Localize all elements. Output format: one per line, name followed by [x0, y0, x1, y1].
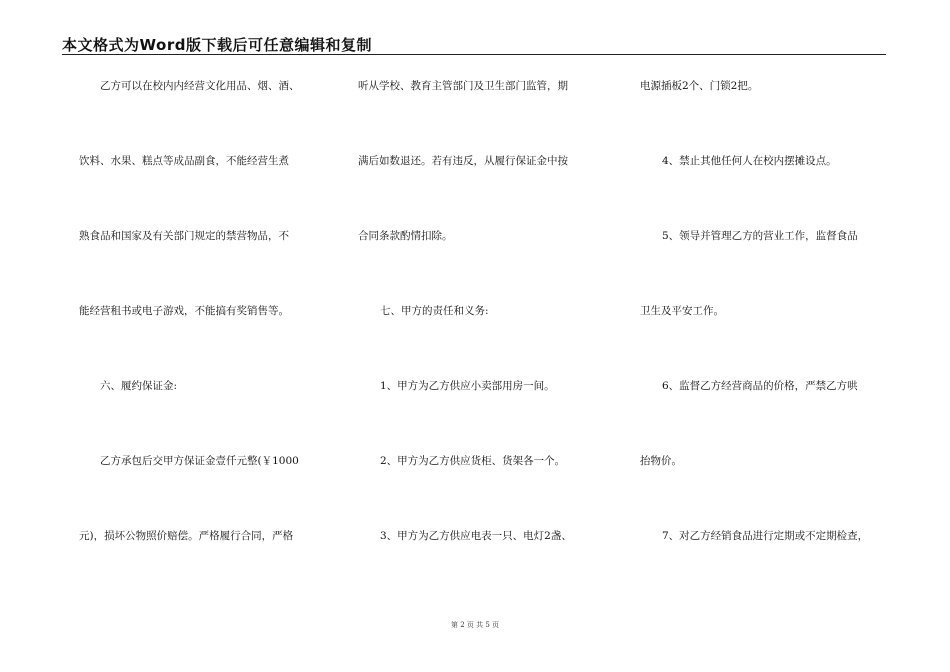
col1-line-5: 六、履约保证金:	[100, 380, 178, 392]
col2-line-5: 1、甲方为乙方供应小卖部用房一间。	[380, 380, 555, 392]
col1-line-3: 熟食品和国家及有关部门规定的禁营物品，不	[79, 230, 289, 242]
page-header-title: 本文格式为Word版下载后可任意编辑和复制	[62, 36, 372, 54]
col2-line-3: 合同条款酌情扣除。	[358, 230, 453, 242]
page-number: 第 2 页 共 5 页	[450, 621, 500, 629]
col2-line-6: 2、甲方为乙方供应货柜、货架各一个。	[380, 455, 566, 467]
col3-line-3: 5、领导并管理乙方的营业工作，监督食品	[662, 230, 858, 242]
col1-line-6: 乙方承包后交甲方保证金壹仟元整(￥1000	[100, 455, 299, 467]
col2-line-1: 听从学校、教育主管部门及卫生部门监管，期	[358, 80, 568, 92]
col1-line-1: 乙方可以在校内内经营文化用品、烟、酒、	[100, 80, 300, 92]
col3-line-6: 抬物价。	[640, 455, 682, 467]
col1-line-7: 元)，损坏公物照价赔偿。严格履行合同，严格	[79, 530, 294, 542]
col3-line-1: 电源插板2个、门锁2把。	[640, 80, 759, 92]
col1-line-4: 能经营租书或电子游戏，不能搞有奖销售等。	[79, 305, 289, 317]
col3-line-5: 6、监督乙方经营商品的价格，严禁乙方哄	[662, 380, 858, 392]
col1-line-2: 饮料、水果、糕点等成品副食，不能经营生煮	[79, 155, 289, 167]
header-divider	[62, 54, 886, 55]
col3-line-2: 4、禁止其他任何人在校内摆摊设点。	[662, 155, 837, 167]
col2-line-4: 七、甲方的责任和义务:	[380, 305, 489, 317]
col2-line-7: 3、甲方为乙方供应电表一只、电灯2盏、	[380, 530, 572, 542]
col2-line-2: 满后如数退还。若有违反，从履行保证金中按	[358, 155, 568, 167]
col3-line-7: 7、对乙方经销食品进行定期或不定期检查，	[662, 530, 869, 542]
col3-line-4: 卫生及平安工作。	[640, 305, 724, 317]
